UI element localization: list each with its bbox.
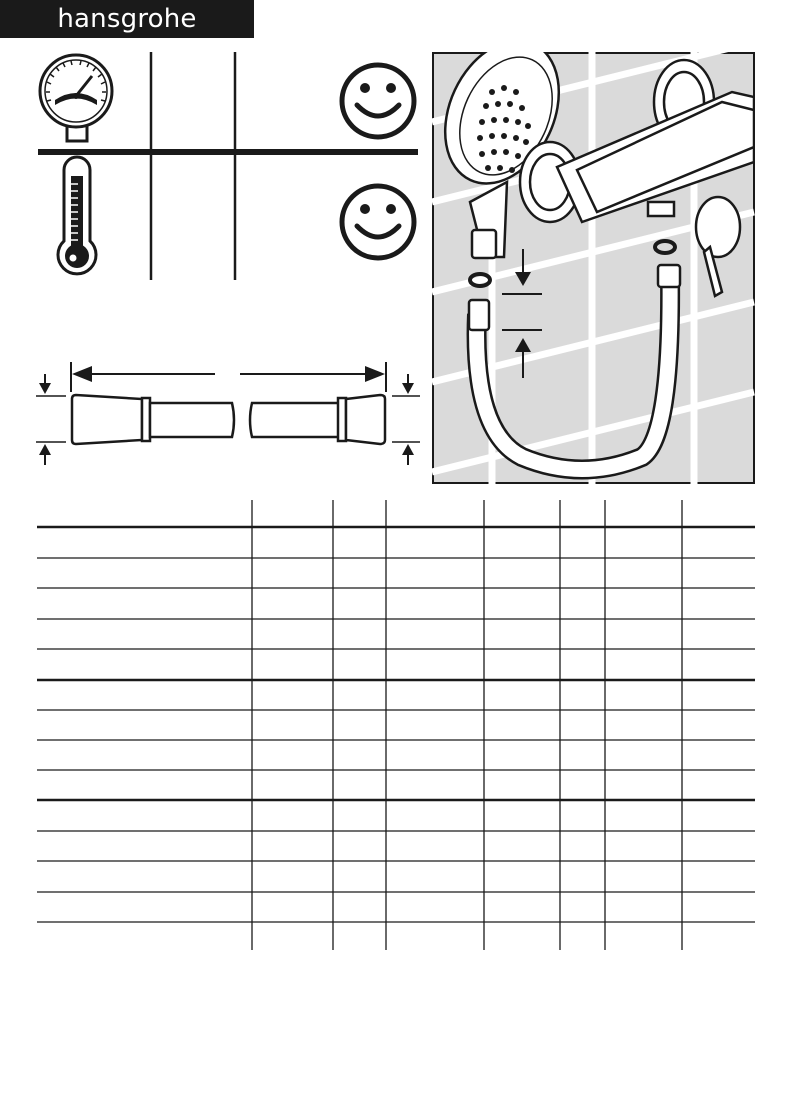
shower-hose-drawing <box>72 395 385 444</box>
table-row-lines <box>37 527 755 922</box>
hose-nut-left <box>469 300 489 330</box>
table-column-dividers <box>252 500 682 950</box>
installation-illustration <box>432 52 755 484</box>
pictogram-grid <box>0 0 430 300</box>
arrow-down-icon <box>402 374 414 394</box>
smiley-face-icon <box>342 186 414 258</box>
arrow-up-icon <box>39 444 51 465</box>
hose-nut-right <box>658 265 680 287</box>
specification-table <box>0 495 794 960</box>
arrow-down-icon <box>39 374 51 394</box>
pressure-gauge-icon <box>40 55 112 141</box>
thermometer-icon <box>58 157 96 274</box>
smiley-face-icon <box>342 65 414 137</box>
double-arrow-icon <box>72 366 385 382</box>
arrow-up-icon <box>402 444 414 465</box>
brand-logo-text: hansgrohe <box>57 4 197 34</box>
hose-dimension-diagram <box>0 340 430 480</box>
